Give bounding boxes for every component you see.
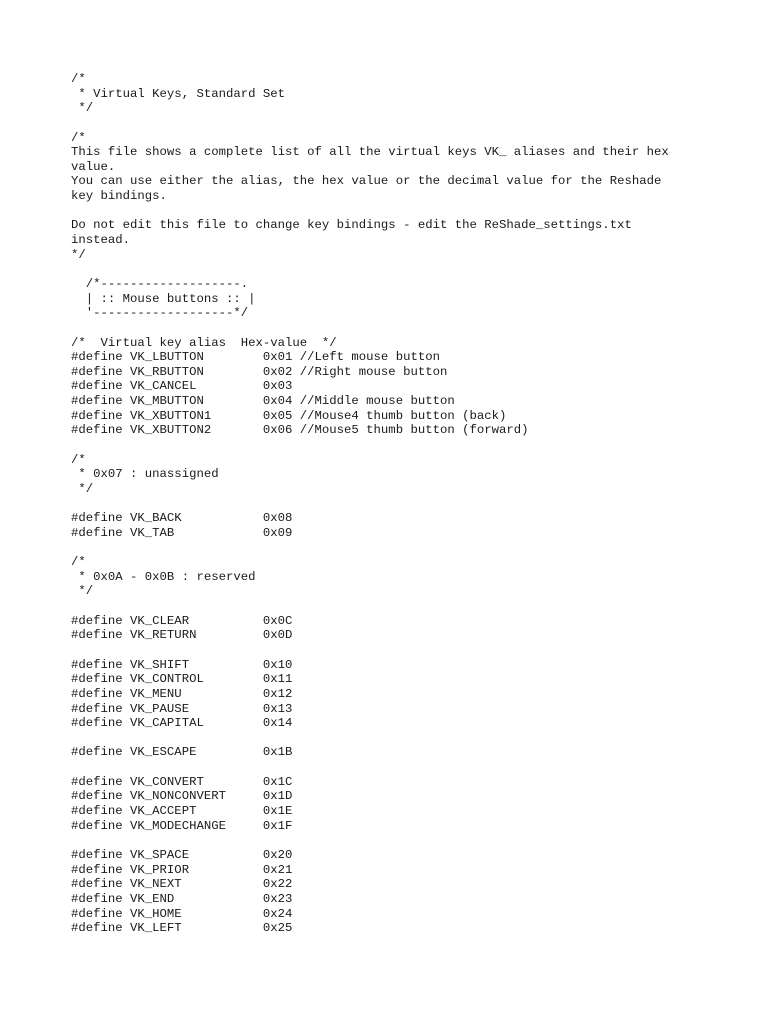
text-line: #define VK_PAUSE 0x13 — [71, 701, 293, 716]
text-line: /* — [71, 555, 86, 570]
text-line — [71, 731, 731, 746]
text-line: */ — [71, 101, 94, 116]
text-line: #define VK_HOME 0x24 — [71, 906, 293, 921]
text-line: #define VK_XBUTTON2 0x06 //Mouse5 thumb button (forward) — [71, 423, 529, 438]
text-line: #define VK_CLEAR 0x0C — [71, 613, 293, 628]
text-line: #define VK_CONTROL 0x11 — [71, 672, 293, 687]
text-line: /* — [71, 452, 86, 467]
text-line — [71, 497, 731, 512]
text-line: #define VK_SHIFT 0x10 — [71, 657, 293, 672]
text-line: * 0x0A - 0x0B : reserved — [71, 569, 256, 584]
text-line: #define VK_MODECHANGE 0x1F — [71, 818, 293, 833]
text-line: /* Virtual key alias Hex-value */ — [71, 335, 337, 350]
text-line: /* — [71, 72, 86, 86]
text-line: /* — [71, 130, 86, 145]
text-line: #define VK_END 0x23 — [71, 891, 293, 906]
text-line: #define VK_CONVERT 0x1C — [71, 774, 293, 789]
text-line: Do not edit this file to change key bindings - edit the ReShade_settings.txt — [71, 218, 632, 233]
text-line: This file shows a complete list of all the virtual keys VK_ aliases and their hex — [71, 145, 669, 160]
text-line: #define VK_PRIOR 0x21 — [71, 862, 293, 877]
text-line: instead. — [71, 233, 131, 248]
text-line: #define VK_BACK 0x08 — [71, 511, 293, 526]
text-line — [71, 833, 731, 848]
text-line: #define VK_CANCEL 0x03 — [71, 379, 293, 394]
text-line: #define VK_NONCONVERT 0x1D — [71, 789, 293, 804]
text-line: #define VK_RBUTTON 0x02 //Right mouse button — [71, 364, 448, 379]
text-line: #define VK_ESCAPE 0x1B — [71, 745, 293, 760]
text-line: | :: Mouse buttons :: | — [71, 291, 256, 306]
text-line: You can use either the alias, the hex value or the decimal value for the Reshade — [71, 174, 662, 189]
text-line — [71, 116, 731, 131]
text-line: #define VK_TAB 0x09 — [71, 525, 293, 540]
text-line: #define VK_MENU 0x12 — [71, 686, 293, 701]
text-line: #define VK_LBUTTON 0x01 //Left mouse button — [71, 350, 440, 365]
text-line — [71, 541, 731, 556]
text-line: value. — [71, 159, 116, 174]
text-line: * 0x07 : unassigned — [71, 467, 219, 482]
text-line: #define VK_ACCEPT 0x1E — [71, 804, 293, 819]
text-line — [71, 599, 731, 614]
text-line — [71, 262, 731, 277]
text-line: #define VK_XBUTTON1 0x05 //Mouse4 thumb button (back) — [71, 408, 507, 423]
text-line: */ — [71, 481, 94, 496]
text-line: #define VK_NEXT 0x22 — [71, 877, 293, 892]
text-line: * Virtual Keys, Standard Set — [71, 86, 286, 101]
text-line: #define VK_SPACE 0x20 — [71, 847, 293, 862]
text-line — [71, 643, 731, 658]
text-line — [71, 438, 731, 453]
text-line: #define VK_CAPITAL 0x14 — [71, 716, 293, 731]
text-line: */ — [71, 584, 94, 599]
text-line: /*-------------------. — [71, 276, 249, 291]
text-line — [71, 321, 731, 336]
text-line: #define VK_RETURN 0x0D — [71, 628, 293, 643]
text-line — [71, 760, 731, 775]
text-line: #define VK_LEFT 0x25 — [71, 921, 293, 936]
text-line: #define VK_MBUTTON 0x04 //Middle mouse button — [71, 394, 455, 409]
document-page — [71, 72, 731, 936]
text-line: */ — [71, 247, 86, 262]
text-line: '-------------------*/ — [71, 306, 249, 321]
text-line: key bindings. — [71, 189, 167, 204]
text-line — [71, 204, 731, 219]
